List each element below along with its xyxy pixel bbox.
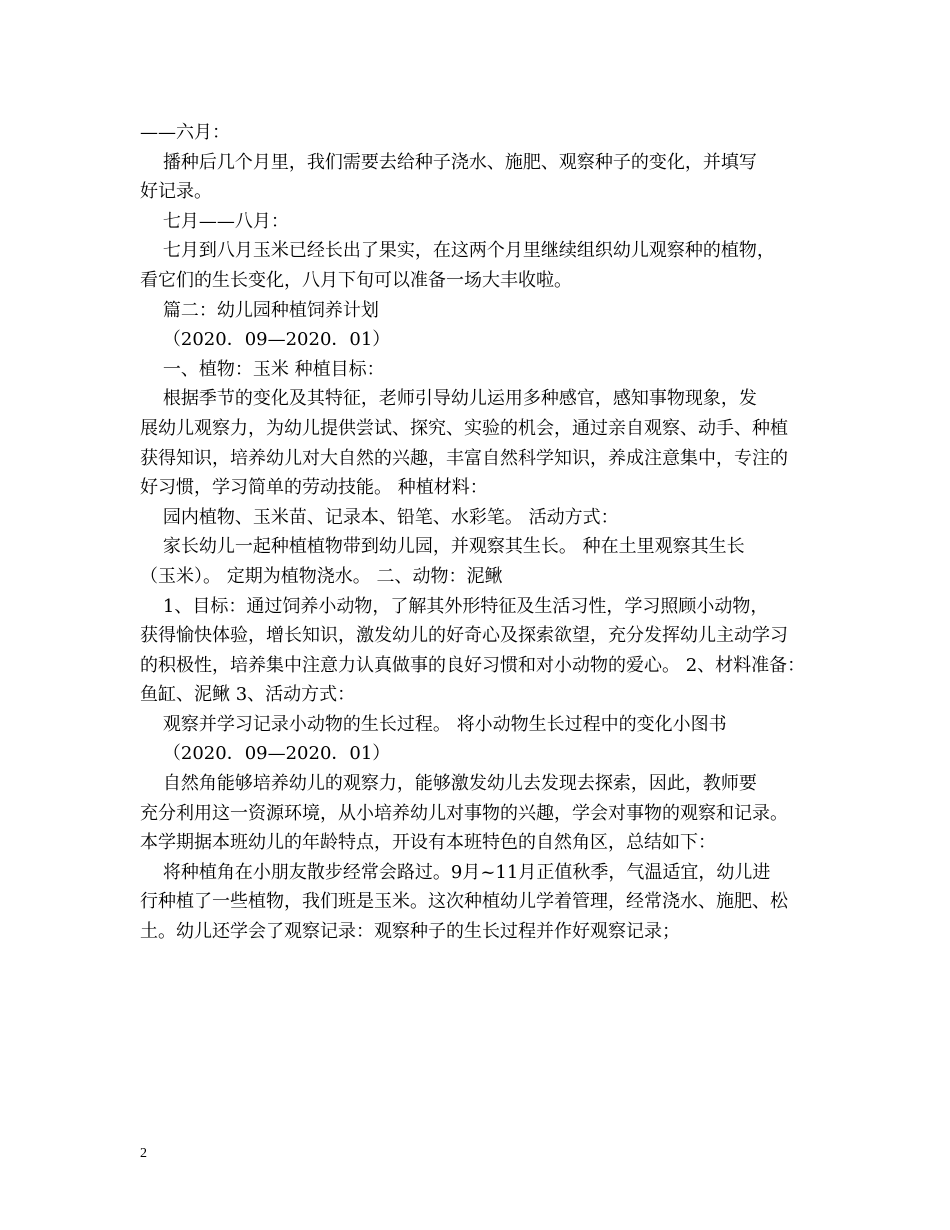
text-line: 园内植物、玉米苗、记录本、铅笔、水彩笔。 活动方式： bbox=[140, 506, 619, 528]
text-line: 根据季节的变化及其特征，老师引导幼儿运用多种感官，感知事物现象，发 bbox=[140, 388, 757, 410]
text-line: 看它们的生长变化，八月下旬可以准备一场大丰收啦。 bbox=[140, 269, 572, 291]
text-line: 七月——八月： bbox=[140, 210, 289, 232]
text-line: 一、植物：玉米 种植目标： bbox=[140, 358, 385, 380]
text-line: 好记录。 bbox=[140, 181, 212, 203]
text-line: 播种后几个月里，我们需要去给种子浇水、施肥、观察种子的变化，并填写 bbox=[140, 151, 757, 173]
text-line: 的积极性，培养集中注意力认真做事的良好习惯和对小动物的爱心。 2、材料准备： bbox=[140, 654, 806, 676]
text-line: 自然角能够培养幼儿的观察力，能够激发幼儿去发现去探索，因此，教师要 bbox=[140, 773, 757, 795]
text-line: 好习惯，学习简单的劳动技能。 种植材料： bbox=[140, 477, 488, 499]
text-line: 七月到八月玉米已经长出了果实，在这两个月里继续组织幼儿观察种的植物， bbox=[140, 240, 775, 262]
text-line: 充分利用这一资源环境，从小培养幼儿对事物的兴趣，学会对事物的观察和记录。 bbox=[140, 802, 788, 824]
text-line: 本学期据本班幼儿的年龄特点，开设有本班特色的自然角区，总结如下： bbox=[140, 832, 716, 854]
text-line: 展幼儿观察力，为幼儿提供尝试、探究、实验的机会，通过亲自观察、动手、种植 bbox=[140, 417, 788, 439]
text-line: （玉米）。 定期为植物浇水。 二、动物：泥鳅 bbox=[140, 565, 503, 587]
text-line: 土。幼儿还学会了观察记录：观察种子的生长过程并作好观察记录； bbox=[140, 921, 680, 943]
text-line: 获得愉快体验，增长知识，激发幼儿的好奇心及探索欲望，充分发挥幼儿主动学习 bbox=[140, 625, 788, 647]
page-number: 2 bbox=[140, 1146, 147, 1161]
date-range: （2020．09—2020．01） bbox=[140, 329, 391, 351]
text-line: 行种植了一些植物，我们班是玉米。这次种植幼儿学着管理，经常浇水、施肥、松 bbox=[140, 891, 788, 913]
text-line: 1、目标：通过饲养小动物，了解其外形特征及生活习性，学习照顾小动物， bbox=[140, 595, 769, 617]
section-heading: 篇二：幼儿园种植饲养计划 bbox=[140, 299, 379, 321]
text-line: 鱼缸、泥鳅 3、活动方式： bbox=[140, 684, 356, 706]
text-line: 家长幼儿一起种植植物带到幼儿园，并观察其生长。 种在土里观察其生长 bbox=[140, 536, 745, 558]
text-line: ——六月： bbox=[140, 122, 230, 143]
text-line: 获得知识，培养幼儿对大自然的兴趣，丰富自然科学知识，养成注意集中，专注的 bbox=[140, 447, 788, 469]
date-range: （2020．09—2020．01） bbox=[140, 743, 391, 765]
text-line: 观察并学习记录小动物的生长过程。 将小动物生长过程中的变化小图书 bbox=[140, 713, 727, 735]
text-line: 将种植角在小朋友散步经常会路过。9月~11月正值秋季，气温适宜，幼儿进 bbox=[140, 861, 771, 883]
body-text bbox=[140, 118, 820, 947]
